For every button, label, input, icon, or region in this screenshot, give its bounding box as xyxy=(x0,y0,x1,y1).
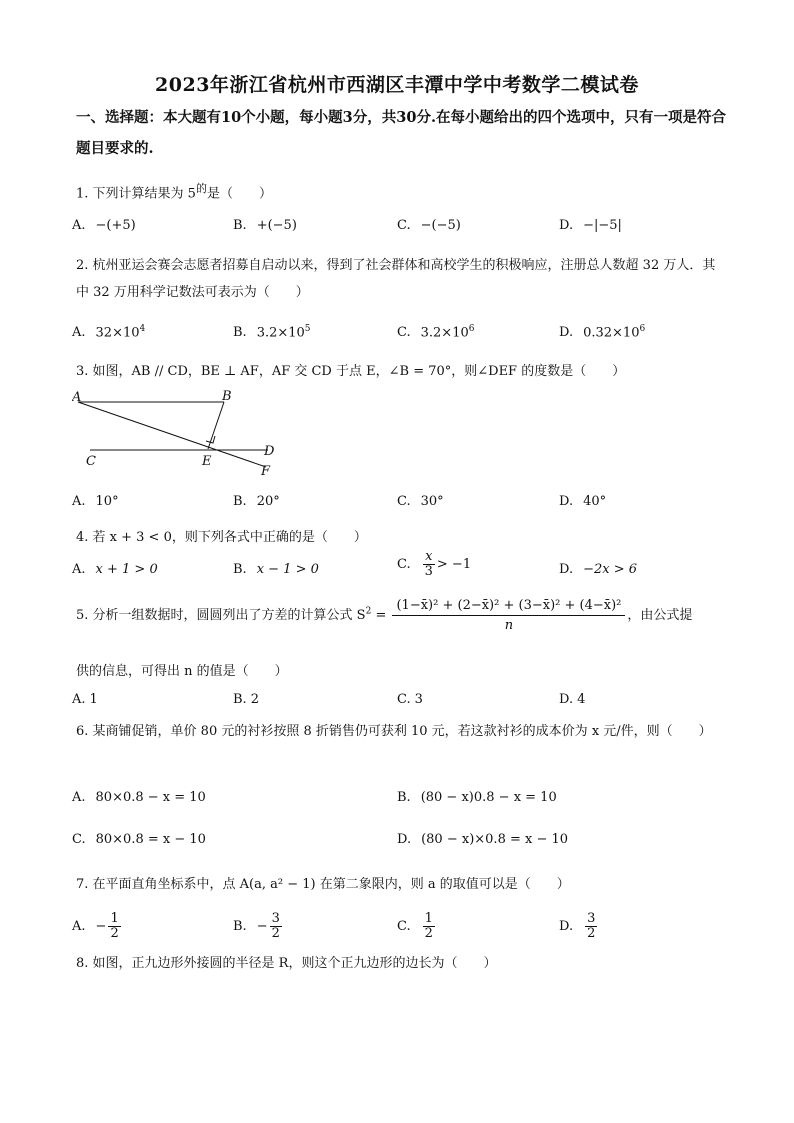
q4-options xyxy=(72,549,732,588)
question-2: 2. 杭州亚运会赛会志愿者招募自启动以来，得到了社会群体和高校学生的积极响应，注册总人数超 32 万人．其中 32 万用科学记数法可表示为（ ） xyxy=(76,258,716,300)
q7-option-b[interactable]: B. − $\frac{3}{2}$ xyxy=(233,911,280,941)
label-a: A xyxy=(72,390,82,405)
q2-options xyxy=(72,324,732,350)
q1-options xyxy=(72,218,732,244)
line-af xyxy=(78,402,266,467)
q1-option-b[interactable]: B. +(−5) xyxy=(233,218,297,233)
q3-geometry-figure xyxy=(72,388,292,478)
q1-option-a[interactable]: A. −(+5) xyxy=(72,218,136,233)
question-7: 7. 在平面直角坐标系中，点 A(a, a² − 1) 在第二象限内，则 a 的取值可以是（ ） xyxy=(76,877,570,892)
label-d: D xyxy=(264,444,275,459)
q4-option-d[interactable]: D. −2x > 6 xyxy=(559,562,638,577)
q6-option-b[interactable]: B. (80 − x)0.8 − x = 10 xyxy=(397,790,557,805)
question-5-continued: 供的信息，可得出 n 的值是（ ） xyxy=(76,664,288,679)
q2-option-d[interactable]: D. $0.32\times 10^6$ xyxy=(559,324,646,341)
q7-option-a[interactable]: A. − $\frac{1}{2}$ xyxy=(72,911,119,941)
q6-options-row2 xyxy=(72,832,732,858)
q4-option-a[interactable]: A. x + 1 > 0 xyxy=(72,562,158,577)
q7-option-c[interactable]: C. $\frac{1}{2}$ xyxy=(397,911,433,941)
question-1 xyxy=(76,180,272,201)
q3-options xyxy=(72,494,732,520)
section-heading: 一、选择题：本大题有10个小题，每小题3分，共30分.在每小题给出的四个选项中，只有一项是符合题目要求的. xyxy=(76,109,726,157)
q3-option-a[interactable]: A. 10° xyxy=(72,494,119,509)
label-e: E xyxy=(202,454,212,469)
q2-option-a[interactable]: A. $32\times 10^4$ xyxy=(72,324,146,341)
q5-option-b[interactable]: B. 2 xyxy=(233,692,259,707)
q4-c-fraction: $\frac{x}{3}$ xyxy=(424,549,433,579)
q7-option-d[interactable]: D. $\frac{3}{2}$ xyxy=(559,911,596,941)
q2-option-c[interactable]: C. $3.2\times 10^6$ xyxy=(397,324,475,341)
question-6: 6. 某商铺促销，单价 80 元的衬衫按照 8 折销售仍可获利 10 元，若这款衬衫的成本价为 x 元/件，则（ ） xyxy=(76,724,712,739)
q5-option-d[interactable]: D. 4 xyxy=(559,692,586,707)
q4-option-c[interactable]: C. $\frac{x}{3}$ > −1 xyxy=(397,549,472,579)
q6-option-c[interactable]: C. 80×0.8 = x − 10 xyxy=(72,832,206,847)
q5-option-a[interactable]: A. 1 xyxy=(72,692,98,707)
question-4: 4. 若 x + 3 < 0，则下列各式中正确的是（ ） xyxy=(76,530,367,545)
question-3: 3. 如图，AB // CD，BE ⊥ AF，AF 交 CD 于点 E，∠B = 70°，则∠DEF 的度数是（ ） xyxy=(76,364,626,379)
q2-option-b[interactable]: B. $3.2\times 10^5$ xyxy=(233,324,311,341)
variance-formula: $\frac{\text{(1−x̄)² + (2−x̄)² + (3−x̄)² + (4−x̄)²}}{n}$ xyxy=(392,598,625,633)
q1-option-c[interactable]: C. −(−5) xyxy=(397,218,461,233)
q6-option-a[interactable]: A. 80×0.8 − x = 10 xyxy=(72,790,206,805)
q3-option-b[interactable]: B. 20° xyxy=(233,494,280,509)
q1-text-a: 1. 下列计算结果为 5 xyxy=(76,186,196,202)
q5-option-c[interactable]: C. 3 xyxy=(397,692,423,707)
label-b: B xyxy=(222,389,232,404)
label-f: F xyxy=(261,464,271,478)
question-5: 5. 分析一组数据时，圆圆列出了方差的计算公式 $S^2$ = $\frac{\text{(1−x̄)² + (2−x̄)² + (3−x̄)² + (4−x̄)²}}{n}$ ，由公式提 xyxy=(76,598,693,633)
question-8: 8. 如图，正九边形外接圆的半径是 R，则这个正九边形的边长为（ ） xyxy=(76,956,497,971)
page-title: 2023年浙江省杭州市西湖区丰潭中学中考数学二模试卷 xyxy=(155,74,639,96)
q6-option-d[interactable]: D. (80 − x)×0.8 = x − 10 xyxy=(397,832,569,847)
q4-option-b[interactable]: B. x − 1 > 0 xyxy=(233,562,319,577)
q7-options xyxy=(72,911,732,941)
label-c: C xyxy=(86,454,96,469)
q5-options xyxy=(72,692,732,718)
q1-sup: 的 xyxy=(195,182,207,195)
q3-option-c[interactable]: C. 30° xyxy=(397,494,444,509)
right-angle-mark xyxy=(206,436,215,443)
q1-text-b: 是（ ） xyxy=(206,186,272,202)
q6-options-row1 xyxy=(72,790,732,816)
q1-option-d[interactable]: D. −|−5| xyxy=(559,218,622,233)
q3-option-d[interactable]: D. 40° xyxy=(559,494,607,509)
